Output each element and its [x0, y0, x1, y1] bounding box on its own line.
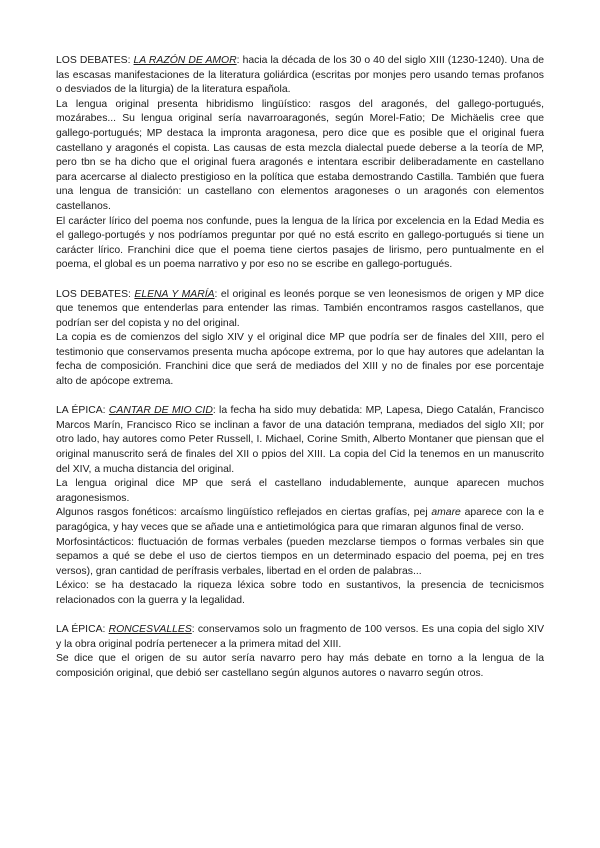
paragraph: Léxico: se ha destacado la riqueza léxica sobre todo en sustantivos, la presencia de tecnicismos relacionados con la guerra y la legalidad.	[56, 580, 544, 606]
work-title: RONCESVALLES	[108, 624, 192, 636]
paragraph: La lengua original dice MP que será el castellano indudablemente, aunque aparecen muchos aragonesismos.	[56, 478, 544, 504]
paragraph-foneticos	[56, 506, 544, 535]
paragraph: La lengua original presenta hibridismo lingüístico: rasgos del aragonés, del gallego-portugués, mozárabes... Su lengua original sería navarroaragonés, según Morel-Fatio; De Michäelis cree que gallego-portugués; MP destaca la impronta aragonesa, pero dice que es posible que el original fuera castellano y aragonés el copista. Las causas de esta mezcla dialectal puede deberse a la teoría de MP, pero tbn se ha dicho que el original fuera aragonés e intentara escribir deliberadamente en castellano para acercarse al dialecto prestigioso en la política que estaba demostrando Castilla. También que fuera una lengua de transición: un castellano con elementos aragoneses o un aragonés con elementos castellanos.	[56, 98, 544, 212]
paragraph: Se dice que el origen de su autor sería navarro pero hay más debate en torno a la lengua de la composición original, que debió ser castellano según algunos autores o navarro según otros.	[56, 653, 544, 679]
emphasized-word: amare	[431, 507, 461, 519]
paragraph-text: : conservamos solo un fragmento de 100 versos. Es una copia del siglo XIV y la obra original podría pertenecer a la primera mitad del XIII.	[56, 624, 544, 650]
section-roncesvalles	[56, 623, 544, 681]
section-elena-y-maria	[56, 288, 544, 390]
paragraph-text: aparece con la e paragógica, y hay veces que se añade una e antietimológica para que rimaran algunos final de verso.	[56, 507, 544, 533]
paragraph-text: : el original es leonés porque se ven leonesismos de origen y MP dice que tenemos que entenderlas para entender las rimas. También encontramos rasgos castellanos, que podrían ser del copista y no del original.	[56, 288, 544, 329]
work-title: CANTAR DE MIO CID	[108, 405, 213, 417]
paragraph: Morfosintácticos: fluctuación de formas verbales (pueden mezclarse tiempos o formas verbales sin que sepamos a qué se debe el uso de ciertos tiempos en un determinado espacio del poema, pej en tres versos), gran cantidad de perífrasis verbales, libertad en el orden de palabras...	[56, 536, 544, 577]
section-cantar-de-mio-cid	[56, 404, 544, 608]
section-intro-paragraph	[56, 404, 544, 477]
paragraph-text: : hacia la década de los 30 o 40 del siglo XIII (1230-1240). Una de las escasas manifestaciones de la literatura goliárdica (escritas por monjes pero usando temas profanos o desviados de la liturgia) de la literatura española.	[56, 55, 545, 96]
section-razon-de-amor	[56, 54, 544, 273]
work-title: ELENA Y MARÍA	[134, 288, 215, 300]
paragraph-text: Algunos rasgos fonéticos: arcaísmo lingüístico reflejados en ciertas grafías, pej	[56, 507, 432, 519]
document-page	[56, 54, 544, 682]
section-heading-prefix: LA ÉPICA:	[56, 405, 109, 417]
paragraph-text: : la fecha ha sido muy debatida: MP, Lapesa, Diego Catalán, Francisco Marcos Marín, Francisco Rico se inclinan a favor de una datación temprana, mediados del siglo XII; por otro lado, hay autores como Peter Russell, I. Michael, Corine Smith, Alberto Montaner que piensan que el original manuscrito será de finales del XII o ppios del XIII. La copia del Cid la tenemos en un manuscrito del XIV, a mucha distancia del original.	[56, 405, 544, 475]
section-heading-prefix: LOS DEBATES:	[56, 55, 134, 66]
section-heading-prefix: LA ÉPICA:	[56, 624, 109, 636]
work-title: LA RAZÓN DE AMOR	[133, 55, 237, 66]
paragraph: La copia es de comienzos del siglo XIV y el original dice MP que podría ser de finales del XIII, pero el testimonio que conservamos presenta mucha apócope extrema, por lo que hay autores que adelantan la fecha de composición. Franchini dice que será de mediados del XIII y no de finales por ese porcentaje alto de apócope extrema.	[56, 332, 544, 388]
paragraph: El carácter lírico del poema nos confunde, pues la lengua de la lírica por excelencia en la Edad Media es el gallego-portugés y nos podríamos preguntar por qué no está escrito en gallego-portugués si tiene un carácter lírico. Franchini dice que el poema tiene ciertos pasajes de lirismo, pero puntualmente en el poema, el global es un poema narrativo y por eso no se escribe en gallego-portugués.	[56, 215, 544, 271]
section-intro-paragraph	[56, 288, 544, 332]
section-heading-prefix: LOS DEBATES:	[56, 288, 135, 300]
section-intro-paragraph	[56, 54, 544, 98]
section-intro-paragraph	[56, 623, 544, 652]
